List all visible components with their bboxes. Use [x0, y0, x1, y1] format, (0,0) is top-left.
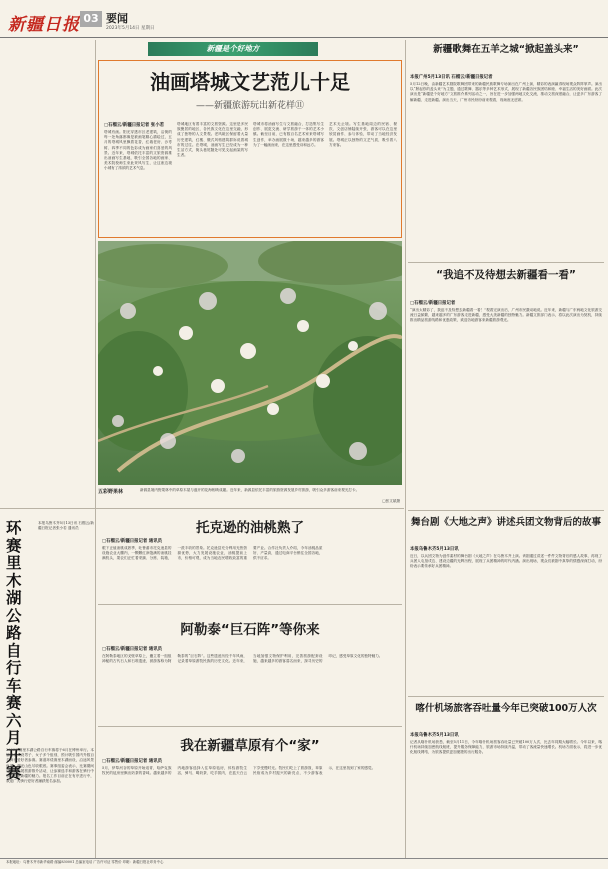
- lead-text-col3: 塔城市将油画写生与文旅融合，打造集写生创作、展览交流、研学旅游于一体的艺术小镇。截至目前，已有数百名艺术家来塔城写生创作，举办画展数十场，越来越多的游客为了一幅画而来，在这里感受诗和远方。: [253, 122, 324, 147]
- story3-byline: □石榴云/新疆日报记者 通讯员: [102, 647, 162, 652]
- section-name: 要闻: [106, 12, 128, 25]
- right2-text: “演出太精彩了，我迫不及待想去新疆看一看！”观看完演出后，广州市民激动地说。近年来，新疆与广东两地文化旅游交流日益频繁，越来越多的广东游客走进新疆，感受大美新疆的独特魅力。新疆文旅部门表示，将以此次演出为契机，持续推出精品旅游线路和优惠政策，欢迎各地游客来新疆旅游观光。: [410, 308, 602, 323]
- right4-title-text: 喀什机场旅客吞吐量今年已突破100万人次: [415, 703, 597, 714]
- story4-byline: □石榴云/新疆日报记者 通讯员: [102, 759, 162, 764]
- page-number-badge: [80, 11, 102, 27]
- lead-photo: [98, 241, 402, 485]
- story2-byline: □石榴云/新疆日报记者 通讯员: [102, 539, 162, 544]
- photo-caption-tag: 五彩野果林: [98, 489, 124, 495]
- right3-title-text: 舞台剧《大地之声》讲述兵团文物背后的故事: [410, 517, 601, 528]
- feature-banner: [148, 42, 318, 56]
- story4-text: 5月，伊犁河谷的草原开始返青，哈萨克族牧民的毡房里飘出奶茶的香味。越来越多的内地游客选择入住草原毡房，体验游牧生活，骑马、喝奶茶、吃手抓肉，在蓝天白云下享受慢时光。牧民们吃上了旅游饭，草原民宿成为乡村振兴的新亮点，不少游客表示，在这里找到了家的感觉。: [102, 766, 376, 776]
- story4-title: 我在新疆草原有个“家”: [180, 738, 320, 754]
- masthead: [0, 0, 608, 38]
- lead-text-col4: 艺术无止境。写生基地周边的民宿、餐饮、文创店铺陆续开张，游客可以在这里欣赏画作、参与体验，带动了当地经济发展。塔城正以独特的文艺气质，吸引着八方来客。: [329, 122, 397, 147]
- story3-title: 阿勒泰“巨石阵”等你来: [180, 622, 320, 638]
- photo-caption: 新源县境内野果林中的草原木屋与盛开的花海相映成趣。近年来，新源县依托丰富的旅游资源发展乡村旅游，吸引众多游客前来观光打卡。: [140, 488, 360, 492]
- side-story-byline: 本报乌鲁木齐5月13日讯 石榴云/新疆日报记者张小若 通讯员: [38, 521, 94, 531]
- right3-text: 近日，以兵团文物为创作素材的舞台剧《大地之声》在乌鲁木齐上演。该剧通过讲述一件件文物背后的感人故事，再现了兵团人屯垦戍边、建设边疆的光辉历程，展现了兵团精神的时代内涵。演出现场，观众们被剧中真挚的情感深深打动，纷纷表示要传承好兵团精神。: [410, 554, 602, 569]
- right1-text: 5月12日晚，由新疆艺术剧院歌舞团带来的新疆民族歌舞专场演出在广州上演，精彩的表演赢得现场观众阵阵掌声。演出以“掀起你的盖头来”为主题，通过歌舞、器乐等多种艺术形式，展现了新疆各民族团结和睦、幸福生活的美好画面。此次演出是“新疆是个好地方”文旅推介系列活动之一，旨在进一步加强两地文化交流，推动文旅深度融合，让更多广东游客了解新疆、走进新疆。演出当天，广州市民纷纷前来观看，现场座无虚席。: [410, 82, 602, 102]
- issue-date: 2023年5月14日 星期日: [106, 26, 155, 31]
- lead-title: 油画塔城文艺范儿十足: [150, 70, 350, 94]
- right1-title: [408, 44, 604, 56]
- right3-title: [408, 516, 604, 529]
- footer-info: 本报地址：乌鲁木齐市新华南路 邮编830001 总编室电话 广告许可证 零售价 印刷：新疆日报社印务中心: [6, 860, 164, 864]
- story3-text: 在阿勒泰地区的戈壁草原上，矗立着一组组神秘的古代石人和石堆遗迹，被游客称为阿勒泰的“巨石阵”。这些遗迹历经千年风雨，记录着草原游牧民族的历史文化。近年来，当地加强文物保护利用，完善旅游配套设施，越来越多的游客慕名而来，探寻历史的印记，感受草原文化的独特魅力。: [102, 654, 383, 664]
- right4-byline: 本报乌鲁木齐5月13日讯: [410, 733, 459, 738]
- right3-byline: 本报乌鲁木齐5月13日讯: [410, 547, 459, 552]
- side-story-text: 2023环赛里木湖公路自行车赛将于6月在博州举行。本届赛事共设男子、女子多个组别，预计吸引国内外数百名骑行爱好者参赛。赛道环绕赛里木湖而设，沿途风景优美，湖光山色尽收眼底。赛事组委会表示，比赛期间将同步开展旅游推介活动，让参赛选手和游客在骑行中领略大美新疆的魅力。报名工作目前正在有序进行中，欢迎广大骑行爱好者踊跃报名参加。: [6, 748, 94, 784]
- lead-subtitle: ——新疆旅游玩出新花样⑪: [195, 101, 304, 111]
- photo-illustration: [98, 241, 402, 485]
- lead-text-col1: 塔城有画。阳光穿透市区老建筑，沿街的每一处角落都像是被画笔精心描绘过，五月的塔城风里飘着花香，红墙老房、沙枣树、四季不同的色彩成为画家们喜爱的风景。近年来，塔城依托丰富的文旅资源推出油画写生基地，吸引全国各地的画家、美术院校师生来此采风写生，让这座边境小城有了浓浓的艺术气息。: [104, 130, 172, 171]
- right1-byline: 本报广州5月13日讯 石榴云/新疆日报记者: [410, 75, 493, 80]
- right4-text: 记者从喀什机场获悉，截至5月11日，今年喀什机场旅客吞吐量已突破100万人次，比去年同期大幅增长。今年以来，喀什机场持续加密航线航班，提升服务保障能力，旅游市场持续升温，带动了客流量快速增长。机场方面表示，将进一步优化航线网络，为旅客提供更加便捷的出行服务。: [410, 740, 602, 755]
- right1-title-text: 新疆歌舞在五羊之城“掀起盖头来”: [433, 44, 579, 55]
- side-story-title: [6, 519, 36, 782]
- right2-byline: □石榴云/新疆日报记者: [410, 301, 456, 306]
- right4-title: [408, 702, 604, 715]
- masthead-logo: 新疆日报: [8, 15, 80, 35]
- lead-text-col2: 塔城地区有着丰富的文旅资源。这里是多民族聚居的地区，各民族文化在这里交融，形成了独特的人文景观。老风貌区保留着大量历史建筑，红楼、俄式风格建筑群诉说着城市的过往。在塔城，油画写生已经成为一种生活方式，街头巷尾随处可见支起画架的写生者。: [177, 122, 248, 158]
- side-story-title-text: 环赛里木湖公路自行车赛六月开赛: [6, 519, 22, 782]
- banner-text: 新疆是个好地方: [206, 44, 260, 53]
- photo-credit: □张文斌摄: [382, 499, 400, 503]
- page-number: 03: [83, 12, 99, 25]
- story2-title: 托克逊的油桃熟了: [196, 520, 304, 536]
- right2-title: [408, 268, 604, 282]
- right2-title-text: “我追不及待想去新疆看一看”: [436, 269, 576, 281]
- story2-text: 眼下正值油桃成熟季，吐鲁番市托克逊县的设施农业大棚内，一颗颗红润饱满的油桃挂满枝头，果农们正忙着采摘、分拣、装箱，一派丰收的景象。托克逊县充分利用光热资源优势，大力发展设施农业，油桃提前上市，价格可观，成为当地农民增收致富的重要产业。合作社负责人介绍，今年油桃品质好、产量高，通过电商平台销往全国各地，供不应求。: [102, 546, 323, 561]
- lead-byline: □石榴云/新疆日报记者 张小若: [104, 123, 164, 128]
